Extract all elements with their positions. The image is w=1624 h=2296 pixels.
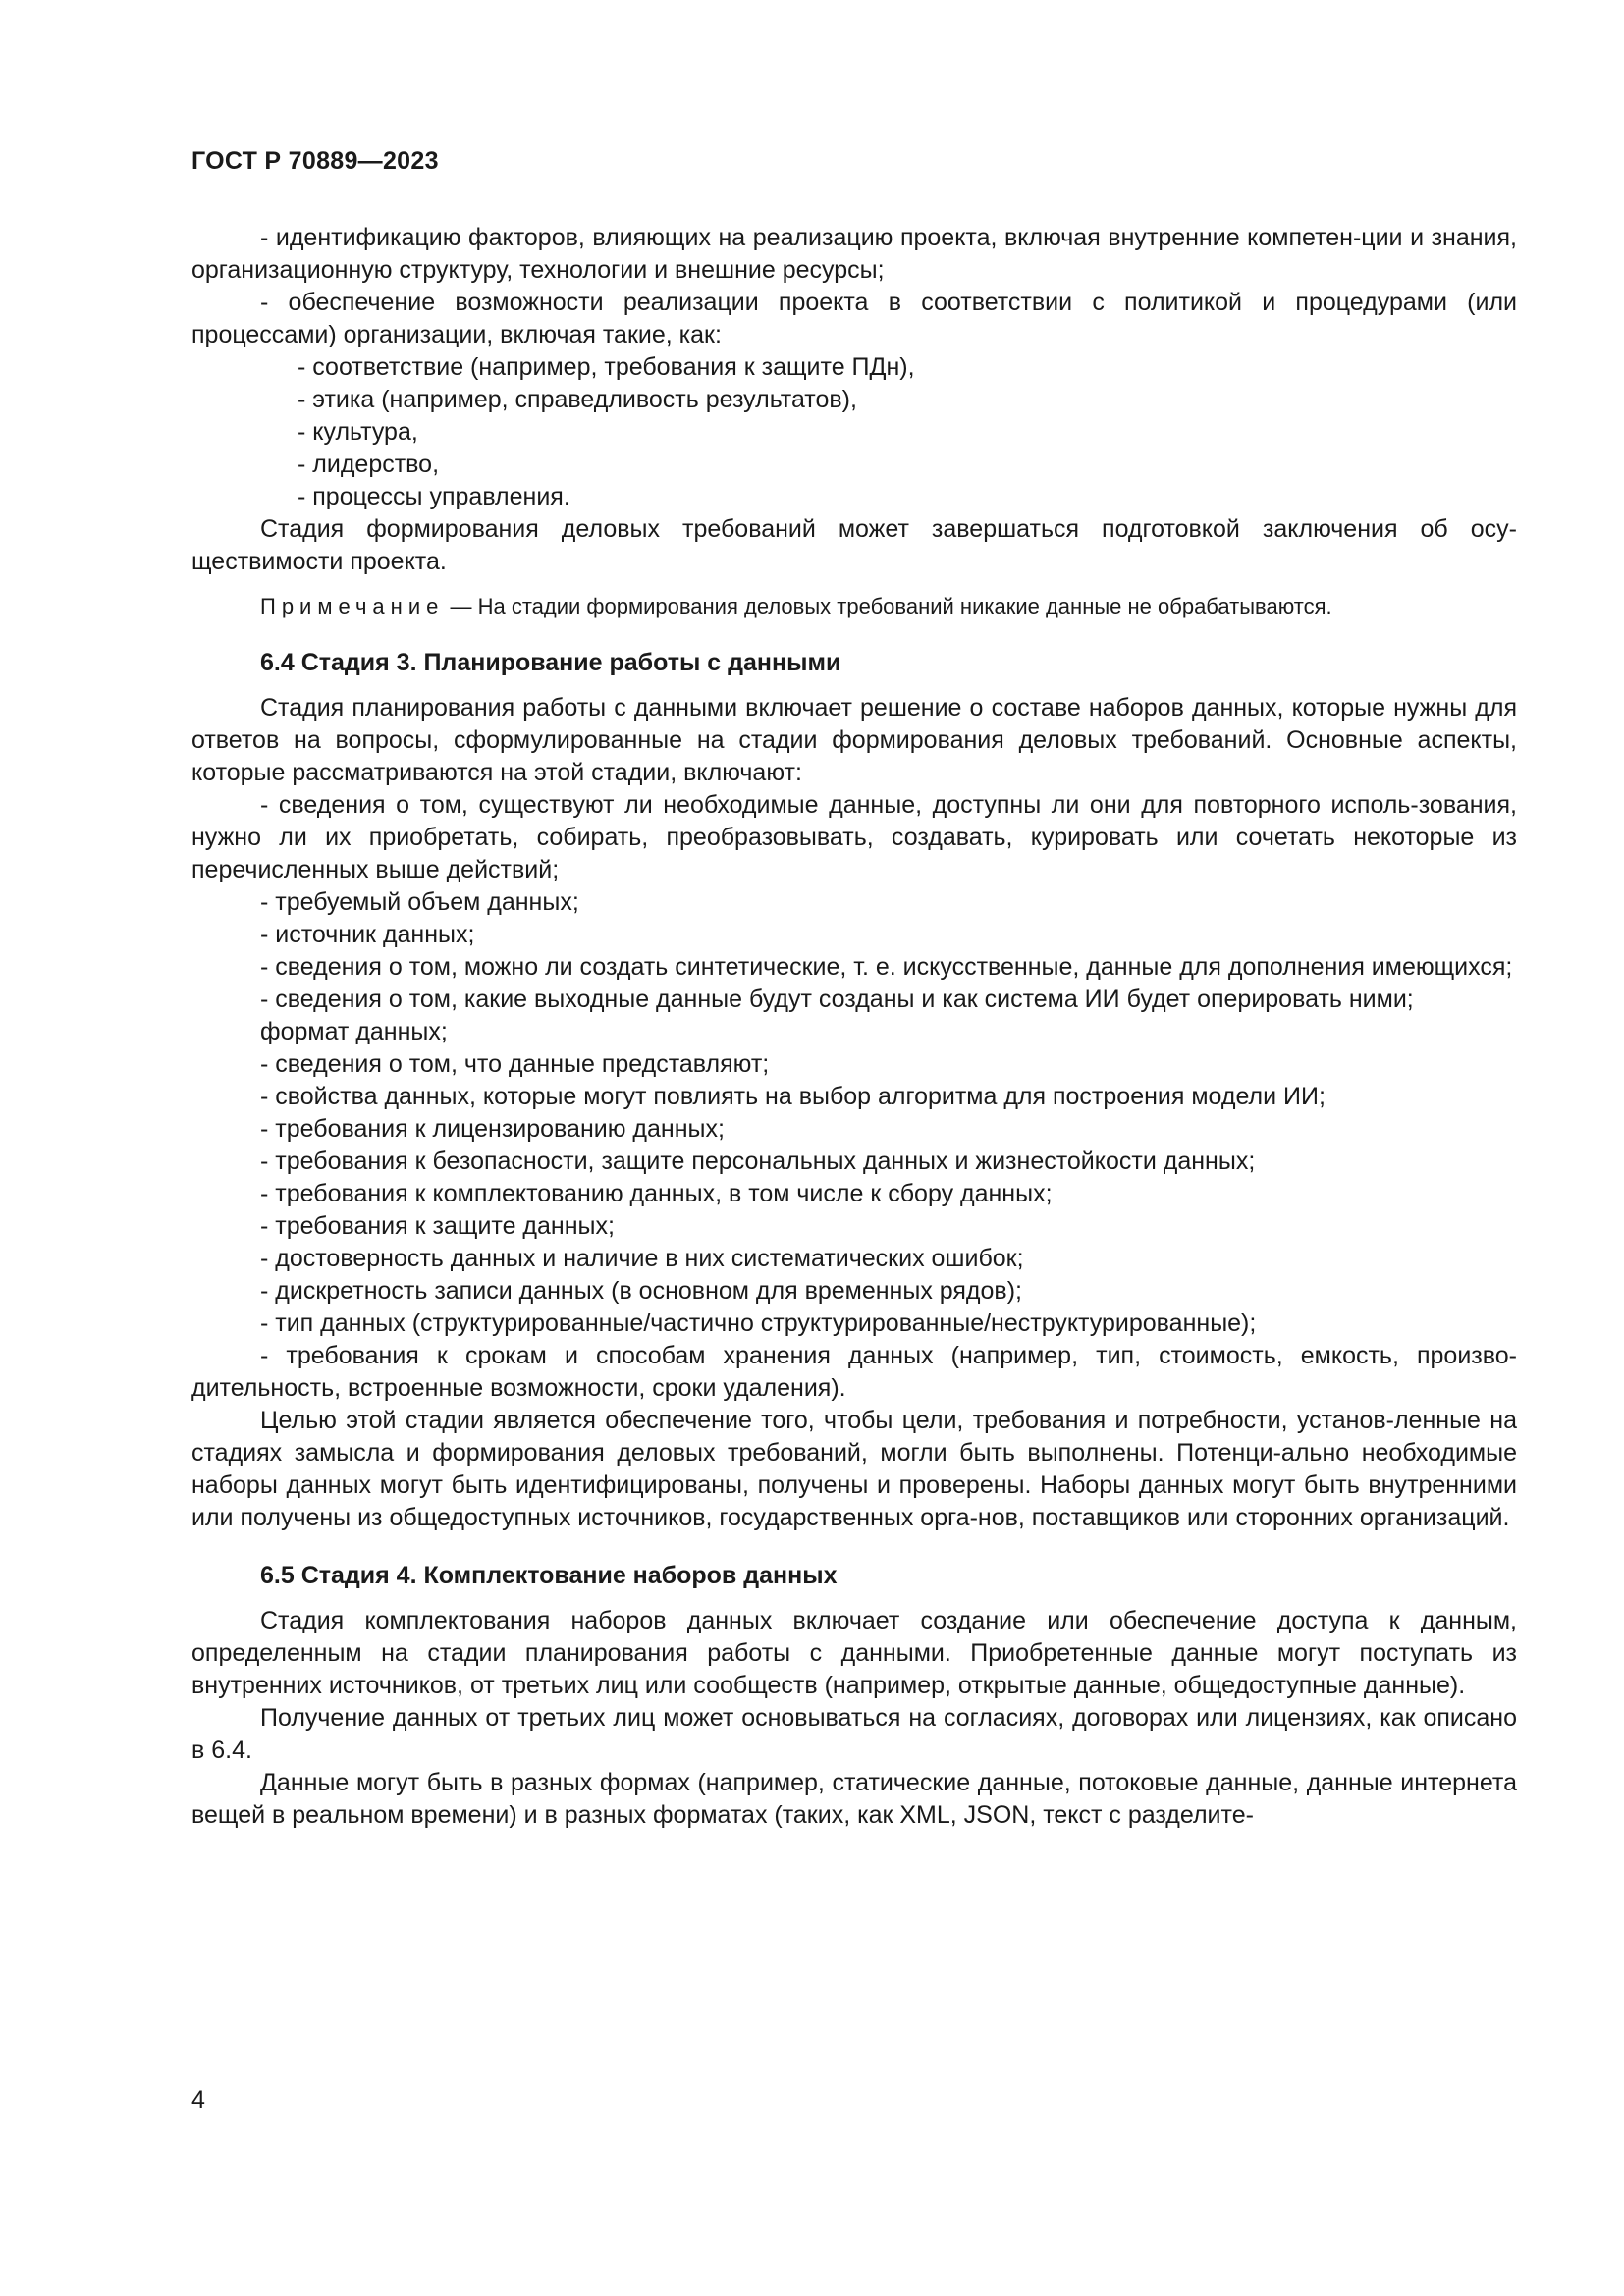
list-item: - этика (например, справедливость результатов), — [298, 386, 857, 413]
list-item: - требования к срокам и способам хранения данных (например, тип, стоимость, емкость, произво-дительность, встроенные возможности, сроки удаления). — [191, 1342, 1517, 1402]
list-item: - сведения о том, существуют ли необходимые данные, доступны ли они для повторного исполь-зования, нужно ли их приобретать, собирать, преобразовывать, создавать, курировать или сочетать некоторые из перечисленных выше действий; — [191, 791, 1517, 883]
paragraph: Стадия планирования работы с данными включает решение о составе наборов данных, которые нужны для ответов на вопросы, сформулированные на стадии формирования деловых требований. Основные аспекты, которые рассматриваются на этой стадии, включают: — [191, 694, 1517, 786]
paragraph: Данные могут быть в разных формах (например, статические данные, потоковые данные, данные интернета вещей в реальном времени) и в разных форматах (таких, как XML, JSON, текст с разделите- — [191, 1769, 1517, 1829]
list-item: - требуемый объем данных; — [260, 888, 579, 916]
list-item: - процессы управления. — [298, 483, 570, 510]
list-item: - сведения о том, какие выходные данные будут созданы и как система ИИ будет оперировать ними; — [260, 986, 1414, 1013]
note — [191, 592, 1517, 621]
document-header: ГОСТ Р 70889—2023 — [191, 147, 439, 175]
paragraph: - обеспечение возможности реализации проекта в соответствии с политикой и процедурами (или процессами) организации, включая такие, как: — [191, 289, 1517, 348]
paragraph: Стадия комплектования наборов данных включает создание или обеспечение доступа к данным, определенным на стадии планирования работы с данными. Приобретенные данные могут поступать из внутренних источников, от третьих лиц или сообществ (например, открытые данные, общедоступные данные). — [191, 1607, 1517, 1699]
list-item: - дискретность записи данных (в основном для временных рядов); — [260, 1277, 1022, 1305]
list-item: - соответствие (например, требования к защите ПДн), — [298, 353, 915, 381]
paragraph: Получение данных от третьих лиц может основываться на согласиях, договорах или лицензиях, как описано в 6.4. — [191, 1704, 1517, 1764]
list-item: - сведения о том, что данные представляют; — [260, 1050, 770, 1078]
list-item: - требования к безопасности, защите персональных данных и жизнестойкости данных; — [260, 1148, 1256, 1175]
list-item: - тип данных (структурированные/частично структурированные/неструктурированные); — [260, 1309, 1257, 1337]
list-item: формат данных; — [260, 1018, 448, 1045]
page-number: 4 — [191, 2086, 205, 2113]
paragraph: - идентификацию факторов, влияющих на реализацию проекта, включая внутренние компетен-ции и знания, организационную структуру, технологии и внешние ресурсы; — [191, 224, 1517, 284]
list-item: - лидерство, — [298, 451, 440, 478]
list-item: - свойства данных, которые могут повлиять на выбор алгоритма для построения модели ИИ; — [260, 1083, 1326, 1110]
document-body — [191, 222, 1517, 1832]
list-item: - сведения о том, можно ли создать синтетические, т. е. искусственные, данные для дополнения имеющихся; — [260, 953, 1513, 981]
list-item: - требования к комплектованию данных, в том числе к сбору данных; — [260, 1180, 1053, 1207]
list-item: - достоверность данных и наличие в них систематических ошибок; — [260, 1245, 1024, 1272]
note-label: Примечание — [260, 594, 445, 618]
section-heading-6-4: 6.4 Стадия 3. Планирование работы с данными — [260, 649, 841, 676]
section-heading-6-5: 6.5 Стадия 4. Комплектование наборов данных — [260, 1562, 838, 1589]
list-item: - требования к лицензированию данных; — [260, 1115, 725, 1143]
note-dash: — — [444, 594, 478, 618]
note-text: На стадии формирования деловых требований никакие данные не обрабатываются. — [477, 594, 1332, 618]
paragraph: Целью этой стадии является обеспечение того, чтобы цели, требования и потребности, установ-ленные на стадиях замысла и формирования деловых требований, могли быть выполнены. Потенци-ально необходимые наборы данных могут быть идентифицированы, получены и проверены. Наборы данных могут быть внутренними или получены из общедоступных источников, государственных орга-нов, поставщиков или сторонних организаций. — [191, 1407, 1517, 1531]
paragraph: Стадия формирования деловых требований может завершаться подготовкой заключения об осу-ществимости проекта. — [191, 515, 1517, 575]
list-item: - источник данных; — [260, 921, 475, 948]
list-item: - требования к защите данных; — [260, 1212, 615, 1240]
list-item: - культура, — [298, 418, 418, 446]
